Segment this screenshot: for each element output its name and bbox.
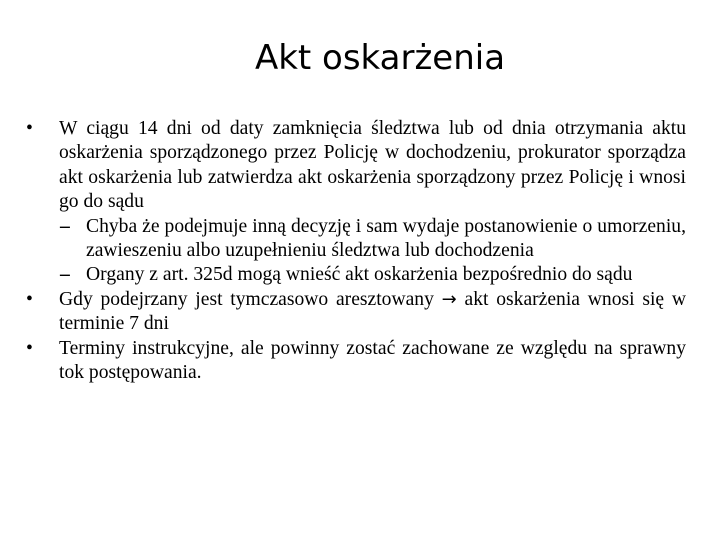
sub-item-text: Organy z art. 325d mogą wnieść akt oskarżenia bezpośrednio do sądu: [86, 264, 633, 286]
bullet-item: [26, 337, 686, 386]
bullet-item: [26, 288, 686, 337]
dash-icon: –: [60, 215, 70, 237]
bullet-text-before: Gdy podejrzany jest tymczasowo aresztowany: [59, 288, 434, 310]
bullet-icon: •: [26, 288, 33, 310]
slide-content: [26, 117, 686, 385]
sub-item-text: Chyba że podejmuje inną decyzję i sam wydaje postanowienie o umorzeniu, zawieszeniu albo uzupełnieniu śledztwa lub dochodzenia: [86, 215, 686, 262]
dash-icon: –: [60, 264, 70, 286]
bullet-text: W ciągu 14 dni od daty zamknięcia śledztwa lub od dnia otrzymania aktu oskarżenia sporządzonego przez Policję w dochodzeniu, prokurator sporządza akt oskarżenia lub zatwierdza akt oskarżenia sporządzony przez Policję i wnosi go do sądu: [59, 118, 686, 213]
arrow-right-icon: →: [441, 288, 457, 310]
bullet-text: Terminy instrukcyjne, ale powinny zostać zachowane ze względu na sprawny tok postępowania.: [59, 337, 686, 384]
bullet-icon: •: [26, 118, 33, 139]
bullet-item: [26, 117, 686, 215]
bullet-icon: •: [26, 337, 33, 359]
sub-item: [26, 215, 686, 264]
bullet-text-after: akt oskarżenia wnosi się w terminie 7 dni: [59, 288, 687, 335]
sub-item: [26, 263, 686, 287]
slide-title: Akt oskarżenia: [254, 38, 506, 78]
